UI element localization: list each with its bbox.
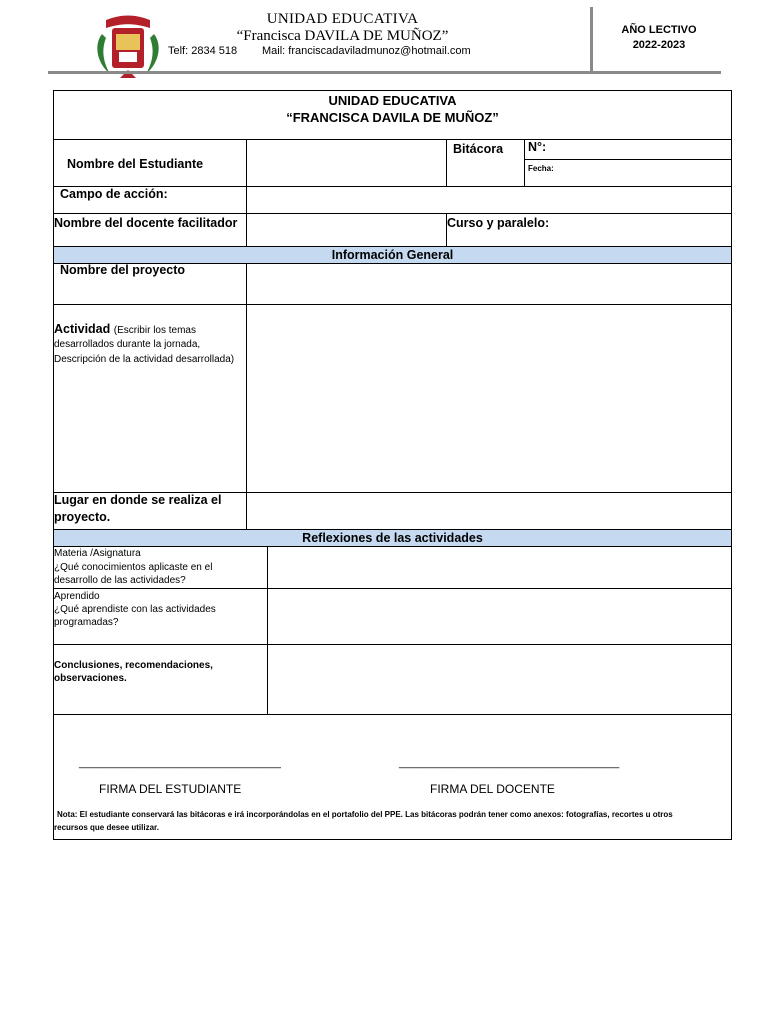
field-of-action-field[interactable] bbox=[247, 187, 732, 213]
form-title-line1: UNIDAD EDUCATIVA bbox=[328, 93, 457, 108]
date-label: Fecha: bbox=[528, 164, 554, 173]
activity-label-text: Actividad bbox=[54, 322, 111, 336]
place-label-line1: Lugar en donde se realiza el bbox=[54, 493, 222, 507]
teacher-signature-label: FIRMA DEL DOCENTE bbox=[430, 782, 555, 796]
form-title-line2: “FRANCISCA DAVILA DE MUÑOZ” bbox=[286, 110, 499, 125]
header-divider bbox=[590, 7, 593, 72]
teacher-signature-line: ____________________________________ bbox=[399, 757, 620, 769]
activity-hint-line2: desarrollados durante la jornada, bbox=[54, 339, 201, 350]
course-field[interactable] bbox=[554, 214, 732, 246]
school-year-label: AÑO LECTIVO bbox=[621, 24, 697, 36]
place-field[interactable] bbox=[247, 493, 732, 529]
form-note-line1: Nota: El estudiante conservará las bitácoras e irá incorporándolas en el portafolio del PPE. Las bitácoras podrán tener como anexos: fotografías, recortes u otros bbox=[57, 810, 673, 819]
learned-question-line1: ¿Qué aprendiste con las actividades bbox=[54, 604, 216, 615]
course-label: Curso y paralelo: bbox=[447, 216, 550, 230]
subject-label: Materia /Asignatura bbox=[54, 548, 141, 559]
learned-question-line2: programadas? bbox=[54, 617, 119, 628]
subject-field[interactable] bbox=[268, 548, 732, 588]
header-rule bbox=[48, 71, 721, 74]
student-signature-label: FIRMA DEL ESTUDIANTE bbox=[99, 782, 242, 796]
learned-label: Aprendido bbox=[54, 591, 100, 602]
reflections-header: Reflexiones de las actividades bbox=[54, 529, 731, 547]
conclusions-label-line1: Conclusiones, recomendaciones, bbox=[54, 660, 213, 671]
bitacora-number-field[interactable] bbox=[554, 140, 732, 159]
student-signature-line: _________________________________ bbox=[79, 757, 281, 769]
activity-label bbox=[54, 322, 196, 336]
header-email: Mail: franciscadaviladmunoz@hotmail.com bbox=[262, 45, 471, 57]
general-info-header: Información General bbox=[54, 246, 731, 264]
form-note-line2: recursos que desee utilizar. bbox=[54, 823, 159, 832]
subject-question-line2: desarrollo de las actividades? bbox=[54, 575, 186, 586]
conclusions-field[interactable] bbox=[268, 645, 732, 714]
field-of-action-label: Campo de acción: bbox=[60, 187, 168, 201]
activity-field[interactable] bbox=[247, 305, 732, 492]
date-field[interactable] bbox=[564, 160, 732, 186]
school-year-value: 2022-2023 bbox=[632, 39, 686, 51]
header-institution-type: UNIDAD EDUCATIVA bbox=[266, 11, 419, 27]
activity-hint-line3: Descripción de la actividad desarrollada) bbox=[54, 354, 235, 365]
logbook-form bbox=[53, 90, 732, 840]
teacher-name-field[interactable] bbox=[247, 214, 446, 246]
header-phone: Telf: 2834 518 bbox=[168, 45, 238, 57]
conclusions-label-line2: observaciones. bbox=[54, 673, 127, 684]
row-divider bbox=[54, 714, 731, 715]
activity-hint-line1: (Escribir los temas bbox=[113, 325, 196, 336]
project-name-field[interactable] bbox=[247, 265, 732, 304]
column-divider bbox=[446, 139, 447, 186]
subject-question-line1: ¿Qué conocimientos aplicaste en el bbox=[54, 562, 213, 573]
place-label-line2: proyecto. bbox=[54, 510, 111, 524]
student-name-label: Nombre del Estudiante bbox=[67, 157, 204, 171]
project-name-label: Nombre del proyecto bbox=[60, 263, 186, 277]
column-divider bbox=[524, 139, 525, 186]
student-name-field[interactable] bbox=[247, 140, 446, 186]
teacher-name-label: Nombre del docente facilitador bbox=[54, 216, 238, 230]
header-institution-name: “Francisca DAVILA DE MUÑOZ” bbox=[236, 28, 449, 44]
bitacora-label: Bitácora bbox=[453, 142, 504, 156]
bitacora-number-label: N°: bbox=[528, 140, 547, 154]
learned-field[interactable] bbox=[268, 589, 732, 644]
